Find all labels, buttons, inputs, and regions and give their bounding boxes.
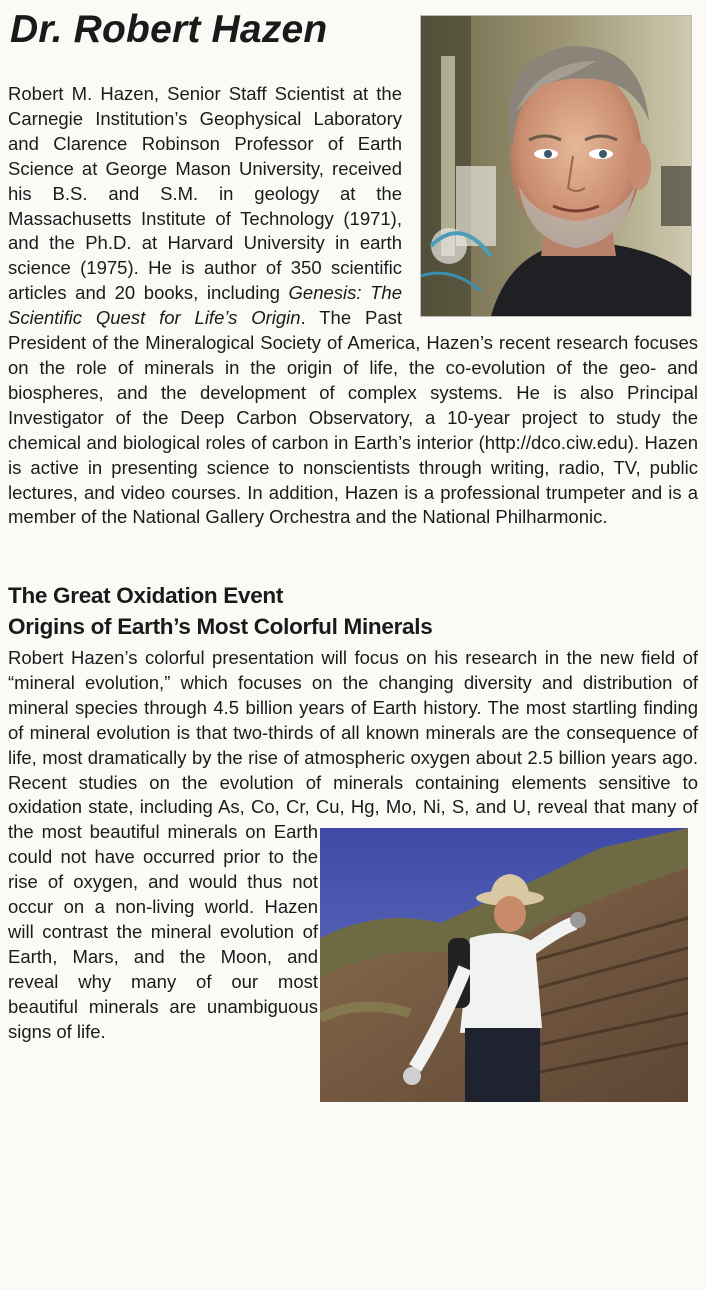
talk-heading-line1: The Great Oxidation Event	[8, 583, 284, 608]
bio-text-part2: . The Past President of the Mineralogical Society of America, Hazen’s recent research focuses on the role of minerals in the origin of life, the co-evolution of the geo- and biospheres, and the development of complex systems. He is also Principal Investigator of the Deep Carbon Observatory, a 10-year project to study the chemical and biological roles of carbon in Earth’s interior (http://dco.ciw.edu). Hazen is active in presenting science to nonscientists through writing, radio, TV, public lectures, and video courses. In addition, Hazen is a professional trumpeter and is a member of the National Gallery Orchestra and the National Philharmonic.	[8, 307, 698, 528]
book-title: Genesis: The Scientific Quest for Life’s Origin	[8, 282, 402, 329]
portrait-wrap-space	[402, 82, 698, 322]
field-image	[320, 828, 688, 1102]
page-title: Dr. Robert Hazen	[10, 8, 328, 51]
field-photo	[320, 828, 688, 1102]
talk-text: Robert Hazen’s colorful presentation will focus on his research in the new field of “mineral evolution,” which focuses on the changing diversity and distribution of mineral species through 4.5 billion years of Earth history. The most startling finding of mineral evolution is that two-thirds of all known minerals are the consequence of life, most dramatically by the rise of atmospheric oxygen about 2.5 billion years ago. Recent studies on the evolution of minerals containing elements sensitive to oxidation state, including As, Co, Cr, Cu, Hg, Mo, Ni, S, and U, reveal that many of the most beautiful minerals on Earth could not have occurred prior to the rise of oxygen, and would thus not occur on a non-living world. Hazen will contrast the mineral evolution of Earth, Mars, and the Moon, and reveal why many of our most beautiful minerals are unambiguous signs of life.	[8, 647, 698, 1042]
talk-heading-line2: Origins of Earth’s Most Colorful Minerals	[8, 614, 433, 639]
bio-paragraph	[8, 82, 698, 530]
bio-text-part1: Robert M. Hazen, Senior Staff Scientist at the Carnegie Institution’s Geophysical Laboratory and Clarence Robinson Professor of Earth Science at George Mason University, received his B.S. and S.M. in geology at the Massachusetts Institute of Technology (1971), and the Ph.D. at Harvard University in earth science (1975). He is author of 350 scientific articles and 20 books, including	[8, 83, 402, 304]
